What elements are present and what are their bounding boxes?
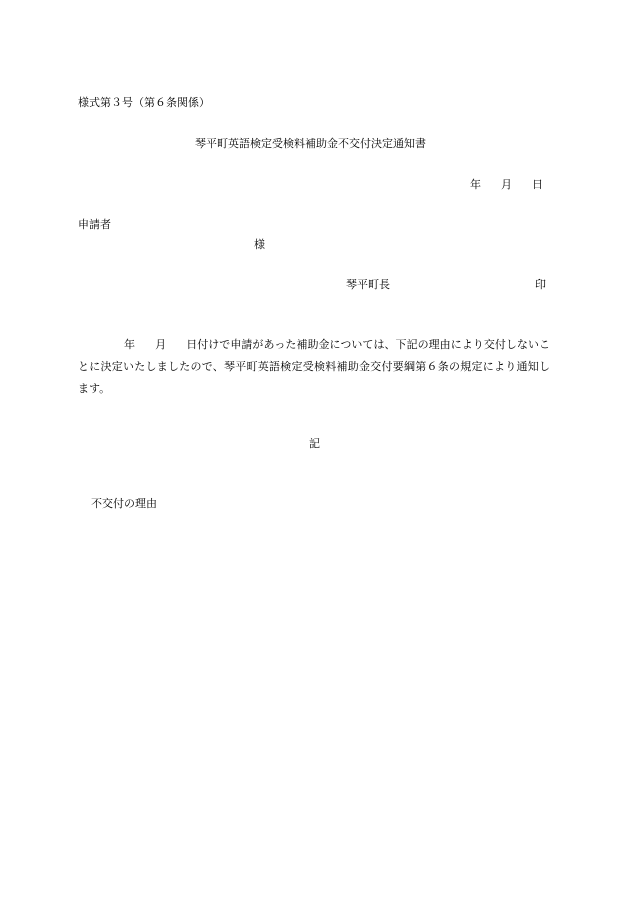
issuer-name: 琴平町長	[346, 278, 390, 291]
body-month: 月	[155, 338, 167, 351]
date-year: 年	[470, 178, 481, 191]
form-number: 様式第３号（第６条関係）	[78, 96, 210, 109]
date-line	[470, 178, 543, 192]
honorific-sama: 様	[254, 238, 265, 251]
body-year: 年	[124, 338, 136, 351]
date-month: 月	[501, 178, 512, 191]
body-text: 日付けで申請があった補助金については、下記の理由により交付しないことに決定いたしましたので、琴平町英語検定受検料補助金交付要綱第６条の規定により通知します。	[78, 338, 551, 395]
document-title: 琴平町英語検定受検料補助金不交付決定通知書	[195, 137, 426, 150]
ki-heading: 記	[309, 437, 320, 450]
reason-label: 不交付の理由	[91, 497, 157, 510]
date-day: 日	[532, 178, 543, 191]
seal-mark: 印	[535, 278, 546, 291]
body-paragraph	[78, 334, 550, 400]
applicant-label: 申請者	[78, 218, 111, 231]
